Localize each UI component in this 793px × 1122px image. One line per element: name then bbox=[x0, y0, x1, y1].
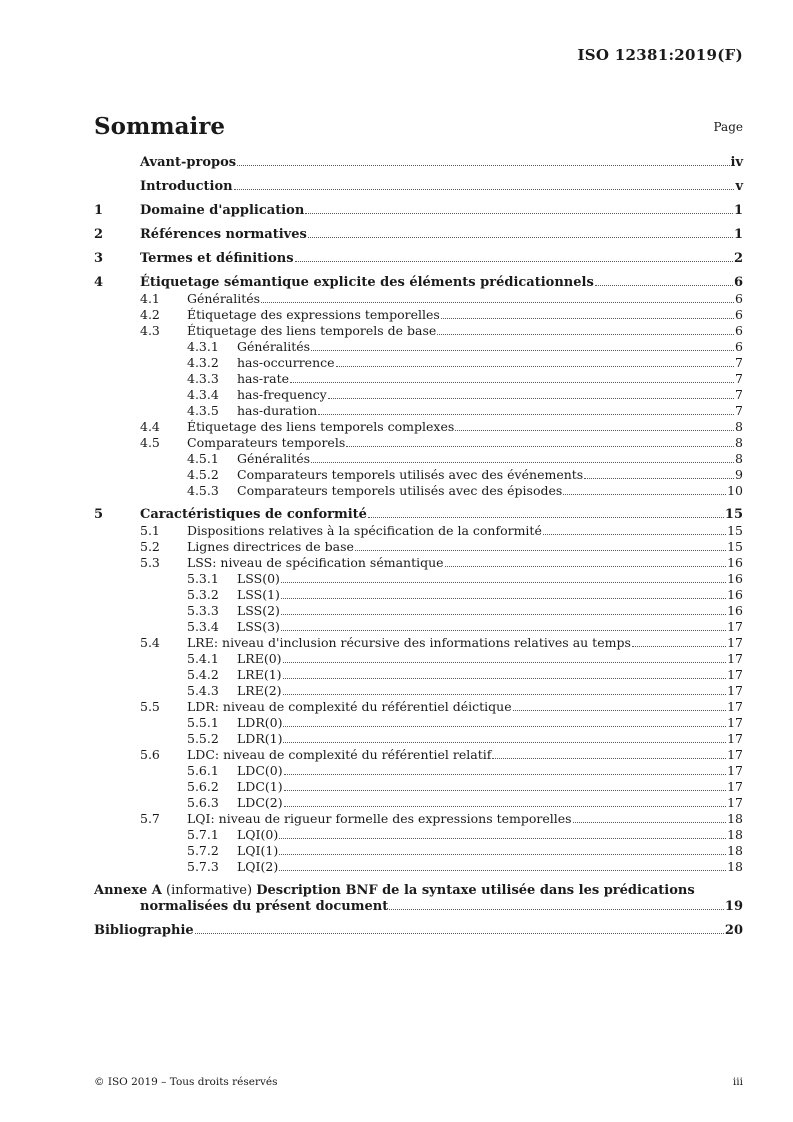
toc-entry[interactable] bbox=[94, 523, 743, 539]
toc-entry-page: 17 bbox=[727, 795, 743, 810]
toc-entry[interactable] bbox=[94, 155, 743, 171]
toc-entry-title: Généralités bbox=[187, 291, 261, 306]
toc-entry-number: 5.7.3 bbox=[187, 859, 219, 874]
toc-entry-number: 4.3.4 bbox=[187, 387, 219, 402]
toc-entry[interactable] bbox=[94, 651, 743, 667]
toc-entry-page: 17 bbox=[727, 683, 743, 698]
toc-entry-title: LRE: niveau d'inclusion récursive des informations relatives au temps bbox=[187, 635, 631, 650]
toc-entry[interactable] bbox=[94, 275, 743, 291]
toc-entry-title: LDC(2) bbox=[237, 795, 283, 810]
toc-entry-number: 4.2 bbox=[140, 307, 160, 322]
dot-leader bbox=[237, 165, 729, 166]
toc-entry-page: 6 bbox=[735, 339, 743, 354]
toc-entry[interactable] bbox=[94, 371, 743, 387]
dot-leader bbox=[311, 462, 734, 463]
toc-entry-number: 5.6.3 bbox=[187, 795, 219, 810]
toc-entry[interactable] bbox=[94, 555, 743, 571]
dot-leader bbox=[632, 646, 726, 647]
dot-leader bbox=[283, 726, 726, 727]
toc-entry-title: LSS(0) bbox=[237, 571, 280, 586]
toc-entry-page: 18 bbox=[727, 811, 743, 826]
toc-entry-page: 6 bbox=[735, 307, 743, 322]
toc-entry[interactable] bbox=[94, 747, 743, 763]
toc-entry-page: 17 bbox=[727, 779, 743, 794]
toc-entry-page: 18 bbox=[727, 827, 743, 842]
dot-leader bbox=[455, 430, 734, 431]
toc-entry-title: Généralités bbox=[237, 339, 311, 354]
toc-entry[interactable] bbox=[94, 539, 743, 555]
toc-entry-page: 6 bbox=[733, 275, 743, 290]
toc-entry[interactable] bbox=[94, 667, 743, 683]
annex-line-2 bbox=[94, 899, 743, 915]
toc-entry-page: 17 bbox=[727, 619, 743, 634]
toc-entry[interactable] bbox=[94, 795, 743, 811]
toc-entry-page: 17 bbox=[727, 699, 743, 714]
dot-leader bbox=[445, 566, 727, 567]
dot-leader bbox=[283, 678, 727, 679]
dot-leader bbox=[290, 382, 734, 383]
toc-entry-title: LQI(2) bbox=[237, 859, 279, 874]
dot-leader bbox=[595, 285, 733, 286]
toc-entry-page: 8 bbox=[735, 419, 743, 434]
toc-entry-page: 16 bbox=[727, 571, 743, 586]
toc-entry[interactable] bbox=[94, 291, 743, 307]
footer-page-number: iii bbox=[732, 1076, 743, 1088]
dot-leader bbox=[261, 302, 734, 303]
toc-entry-title: Termes et définitions bbox=[140, 251, 294, 266]
toc-entry-page: 7 bbox=[735, 387, 743, 402]
dot-leader bbox=[281, 598, 726, 599]
dot-leader bbox=[281, 630, 726, 631]
toc-entry[interactable] bbox=[94, 619, 743, 635]
dot-leader bbox=[283, 694, 727, 695]
toc-entry-title: Introduction bbox=[140, 179, 233, 194]
toc-entry-page: 1 bbox=[733, 203, 743, 218]
toc-entry-number: 4.1 bbox=[140, 291, 160, 306]
toc-entry-number: 4.5.3 bbox=[187, 483, 219, 498]
toc-gap bbox=[94, 267, 743, 275]
toc-entry[interactable] bbox=[94, 179, 743, 195]
annex-page: 19 bbox=[724, 899, 743, 914]
dot-leader bbox=[389, 909, 724, 910]
dot-leader bbox=[441, 318, 734, 319]
toc-entries bbox=[94, 155, 743, 875]
toc-entry-page: 9 bbox=[735, 467, 743, 482]
toc-entry-number: 4.4 bbox=[140, 419, 160, 434]
toc-entry-number: 4.3.3 bbox=[187, 371, 219, 386]
toc-entry-title: LDC(1) bbox=[237, 779, 283, 794]
toc-entry-number: 4.5 bbox=[140, 435, 160, 450]
toc-entry-page: 15 bbox=[727, 539, 743, 554]
title-row bbox=[94, 113, 743, 141]
toc-entry-number: 5 bbox=[94, 507, 104, 522]
annex-type: (informative) bbox=[166, 883, 253, 898]
dot-leader bbox=[492, 758, 726, 759]
annex-label: Annexe A bbox=[94, 883, 162, 898]
toc-entry[interactable] bbox=[94, 307, 743, 323]
dot-leader bbox=[234, 189, 735, 190]
toc-entry[interactable] bbox=[94, 859, 743, 875]
toc-entry-page: 15 bbox=[724, 507, 743, 522]
toc-gap bbox=[94, 243, 743, 251]
toc-entry-number: 4.3.1 bbox=[187, 339, 219, 354]
toc-entry-number: 4.5.2 bbox=[187, 467, 219, 482]
toc-entry-page: 7 bbox=[735, 355, 743, 370]
toc-entry-title: LQI(1) bbox=[237, 843, 279, 858]
dot-leader bbox=[563, 494, 726, 495]
toc-entry[interactable] bbox=[94, 355, 743, 371]
dot-leader bbox=[355, 550, 726, 551]
dot-leader bbox=[283, 662, 727, 663]
toc-entry-number: 5.3.1 bbox=[187, 571, 219, 586]
toc-entry-title: LDR(1) bbox=[237, 731, 283, 746]
toc-entry-page: 8 bbox=[735, 451, 743, 466]
toc-entry-title: Dispositions relatives à la spécification de la conformité bbox=[187, 523, 542, 538]
toc-entry[interactable] bbox=[94, 419, 743, 435]
toc-entry-title: LSS: niveau de spécification sémantique bbox=[187, 555, 444, 570]
toc-entry-number: 4 bbox=[94, 275, 104, 290]
toc-entry-number: 5.1 bbox=[140, 523, 160, 538]
toc-entry-title: LRE(2) bbox=[237, 683, 282, 698]
footer-copyright: © ISO 2019 – Tous droits réservés bbox=[94, 1076, 278, 1088]
toc-entry[interactable] bbox=[94, 715, 743, 731]
toc-entry-page: 2 bbox=[733, 251, 743, 266]
toc-entry-page: v bbox=[735, 179, 743, 194]
dot-leader bbox=[328, 398, 734, 399]
toc-entry-page: 17 bbox=[727, 763, 743, 778]
dot-leader bbox=[284, 806, 727, 807]
toc-entry-title: Lignes directrices de base bbox=[187, 539, 354, 554]
toc-entry-page: 16 bbox=[727, 555, 743, 570]
toc-entry[interactable] bbox=[94, 451, 743, 467]
page-column-label: Page bbox=[713, 120, 743, 134]
toc-entry-page: 17 bbox=[727, 731, 743, 746]
toc-entry-title: Caractéristiques de conformité bbox=[140, 507, 367, 522]
toc-entry-number: 5.4 bbox=[140, 635, 160, 650]
toc-entry-number: 5.4.2 bbox=[187, 667, 219, 682]
toc-entry-page: 7 bbox=[735, 403, 743, 418]
toc-entry-number: 3 bbox=[94, 251, 104, 266]
toc-entry-page: 1 bbox=[733, 227, 743, 242]
toc-entry-number: 5.5.1 bbox=[187, 715, 219, 730]
toc-entry-number: 4.3.5 bbox=[187, 403, 219, 418]
toc-entry[interactable] bbox=[94, 827, 743, 843]
toc-entry-title: Comparateurs temporels utilisés avec des épisodes bbox=[237, 483, 563, 498]
toc-entry-number: 5.6.2 bbox=[187, 779, 219, 794]
toc-entry-title: LSS(1) bbox=[237, 587, 280, 602]
toc-entry[interactable] bbox=[94, 763, 743, 779]
dot-leader bbox=[346, 446, 734, 447]
toc-entry-title: LDR(0) bbox=[237, 715, 283, 730]
toc-entry-title: LQI: niveau de rigueur formelle des expressions temporelles bbox=[187, 811, 572, 826]
toc-entry[interactable] bbox=[94, 507, 743, 523]
toc-entry-number: 1 bbox=[94, 203, 104, 218]
toc-entry-title: LDC: niveau de complexité du référentiel relatif bbox=[187, 747, 492, 762]
dot-leader bbox=[283, 742, 726, 743]
toc-entry[interactable] bbox=[94, 483, 743, 499]
dot-leader bbox=[305, 213, 733, 214]
toc-entry-title: Références normatives bbox=[140, 227, 307, 242]
toc-entry-number: 5.7.2 bbox=[187, 843, 219, 858]
toc-entry-title: LSS(2) bbox=[237, 603, 280, 618]
toc-entry-number: 5.7 bbox=[140, 811, 160, 826]
dot-leader bbox=[195, 933, 724, 934]
toc-entry-number: 5.6.1 bbox=[187, 763, 219, 778]
toc-entry-title: Étiquetage sémantique explicite des éléments prédicationnels bbox=[140, 275, 594, 290]
toc-entry-title: Généralités bbox=[237, 451, 311, 466]
toc-entry-page: 8 bbox=[735, 435, 743, 450]
toc-entry[interactable] bbox=[94, 683, 743, 699]
toc-entry-title: Bibliographie bbox=[94, 923, 194, 938]
toc-entry[interactable] bbox=[94, 587, 743, 603]
toc-gap bbox=[94, 195, 743, 203]
toc-gap bbox=[94, 915, 743, 923]
toc-entry[interactable] bbox=[94, 339, 743, 355]
toc-entry[interactable] bbox=[94, 403, 743, 419]
toc-entry[interactable] bbox=[94, 603, 743, 619]
annex-title-line-2: normalisées du présent document bbox=[140, 899, 389, 914]
toc-entry-title: Comparateurs temporels bbox=[187, 435, 346, 450]
toc-entry-page: 16 bbox=[727, 587, 743, 602]
toc-entry-page: 20 bbox=[724, 923, 743, 938]
toc-entry-bibliography[interactable] bbox=[94, 923, 743, 939]
toc-entry[interactable] bbox=[94, 203, 743, 219]
toc-entry[interactable] bbox=[94, 227, 743, 243]
toc-entry-number: 5.7.1 bbox=[187, 827, 219, 842]
toc-entry[interactable] bbox=[94, 387, 743, 403]
toc-entry-page: 18 bbox=[727, 843, 743, 858]
toc-entry[interactable] bbox=[94, 635, 743, 651]
toc-entry-page: 6 bbox=[735, 291, 743, 306]
dot-leader bbox=[437, 334, 734, 335]
toc-gap bbox=[94, 499, 743, 507]
toc-entry-page: 7 bbox=[735, 371, 743, 386]
toc-entry-title: LDC(0) bbox=[237, 763, 283, 778]
toc-entry-number: 2 bbox=[94, 227, 104, 242]
toc-entry-number: 5.6 bbox=[140, 747, 160, 762]
annex-title-line-1: Description BNF de la syntaxe utilisée dans les prédications bbox=[256, 883, 695, 898]
toc-entry-number: 5.5 bbox=[140, 699, 160, 714]
toc-entry-title: has-duration bbox=[237, 403, 318, 418]
dot-leader bbox=[284, 790, 727, 791]
toc-entry[interactable] bbox=[94, 435, 743, 451]
toc-entry-page: 15 bbox=[727, 523, 743, 538]
toc-entry-title: LDR: niveau de complexité du référentiel déictique bbox=[187, 699, 512, 714]
toc-entry-annex-a[interactable] bbox=[94, 883, 743, 915]
toc-gap bbox=[94, 219, 743, 227]
toc-entry-title: has-occurrence bbox=[237, 355, 335, 370]
toc-entry-number: 5.4.3 bbox=[187, 683, 219, 698]
toc-entry[interactable] bbox=[94, 699, 743, 715]
toc-entry-number: 4.3.2 bbox=[187, 355, 219, 370]
toc-entry[interactable] bbox=[94, 467, 743, 483]
dot-leader bbox=[368, 517, 724, 518]
toc-entry-number: 4.3 bbox=[140, 323, 160, 338]
dot-leader bbox=[281, 614, 726, 615]
dot-leader bbox=[279, 870, 726, 871]
toc-entry[interactable] bbox=[94, 323, 743, 339]
toc-entry-title: has-rate bbox=[237, 371, 289, 386]
toc-entry-page: 10 bbox=[727, 483, 743, 498]
toc-entry[interactable] bbox=[94, 731, 743, 747]
toc-entry-page: 6 bbox=[735, 323, 743, 338]
toc-entry-title: Étiquetage des expressions temporelles bbox=[187, 307, 440, 322]
dot-leader bbox=[543, 534, 726, 535]
toc-entry-title: has-frequency bbox=[237, 387, 327, 402]
dot-leader bbox=[284, 774, 727, 775]
toc-entry[interactable] bbox=[94, 779, 743, 795]
toc-entry-title: Étiquetage des liens temporels de base bbox=[187, 323, 437, 338]
table-of-contents bbox=[94, 155, 743, 939]
dot-leader bbox=[584, 478, 734, 479]
toc-entry-number: 5.3 bbox=[140, 555, 160, 570]
toc-entry[interactable] bbox=[94, 251, 743, 267]
toc-entry-title: Comparateurs temporels utilisés avec des événements bbox=[237, 467, 584, 482]
dot-leader bbox=[308, 237, 733, 238]
toc-entry-title: LRE(1) bbox=[237, 667, 282, 682]
toc-entry-title: Étiquetage des liens temporels complexes bbox=[187, 419, 455, 434]
toc-gap bbox=[94, 875, 743, 883]
annex-line-1 bbox=[94, 883, 743, 899]
dot-leader bbox=[318, 414, 734, 415]
document-reference: ISO 12381:2019(F) bbox=[577, 46, 743, 64]
page-title: Sommaire bbox=[94, 113, 226, 140]
toc-entry-number: 5.4.1 bbox=[187, 651, 219, 666]
toc-entry-page: iv bbox=[730, 155, 743, 170]
dot-leader bbox=[279, 854, 726, 855]
toc-entry-number: 5.5.2 bbox=[187, 731, 219, 746]
toc-entry-number: 5.3.2 bbox=[187, 587, 219, 602]
toc-entry[interactable] bbox=[94, 571, 743, 587]
toc-entry-page: 17 bbox=[727, 747, 743, 762]
toc-entry-number: 4.5.1 bbox=[187, 451, 219, 466]
dot-leader bbox=[281, 582, 726, 583]
dot-leader bbox=[311, 350, 734, 351]
toc-entry-title: Domaine d'application bbox=[140, 203, 305, 218]
toc-entry-page: 17 bbox=[727, 651, 743, 666]
toc-entry-title: LQI(0) bbox=[237, 827, 279, 842]
dot-leader bbox=[513, 710, 726, 711]
toc-entry-title: LSS(3) bbox=[237, 619, 280, 634]
toc-entry-number: 5.3.4 bbox=[187, 619, 219, 634]
toc-entry-title: Avant-propos bbox=[140, 155, 237, 170]
toc-entry-page: 17 bbox=[727, 667, 743, 682]
toc-entry-number: 5.2 bbox=[140, 539, 160, 554]
toc-entry-page: 16 bbox=[727, 603, 743, 618]
dot-leader bbox=[573, 822, 727, 823]
toc-entry-page: 17 bbox=[727, 715, 743, 730]
toc-entry-title: LRE(0) bbox=[237, 651, 282, 666]
toc-entry[interactable] bbox=[94, 811, 743, 827]
toc-entry-page: 18 bbox=[727, 859, 743, 874]
dot-leader bbox=[295, 261, 733, 262]
toc-gap bbox=[94, 171, 743, 179]
toc-entry[interactable] bbox=[94, 843, 743, 859]
toc-entry-number: 5.3.3 bbox=[187, 603, 219, 618]
toc-entry-page: 17 bbox=[727, 635, 743, 650]
dot-leader bbox=[279, 838, 726, 839]
dot-leader bbox=[336, 366, 735, 367]
